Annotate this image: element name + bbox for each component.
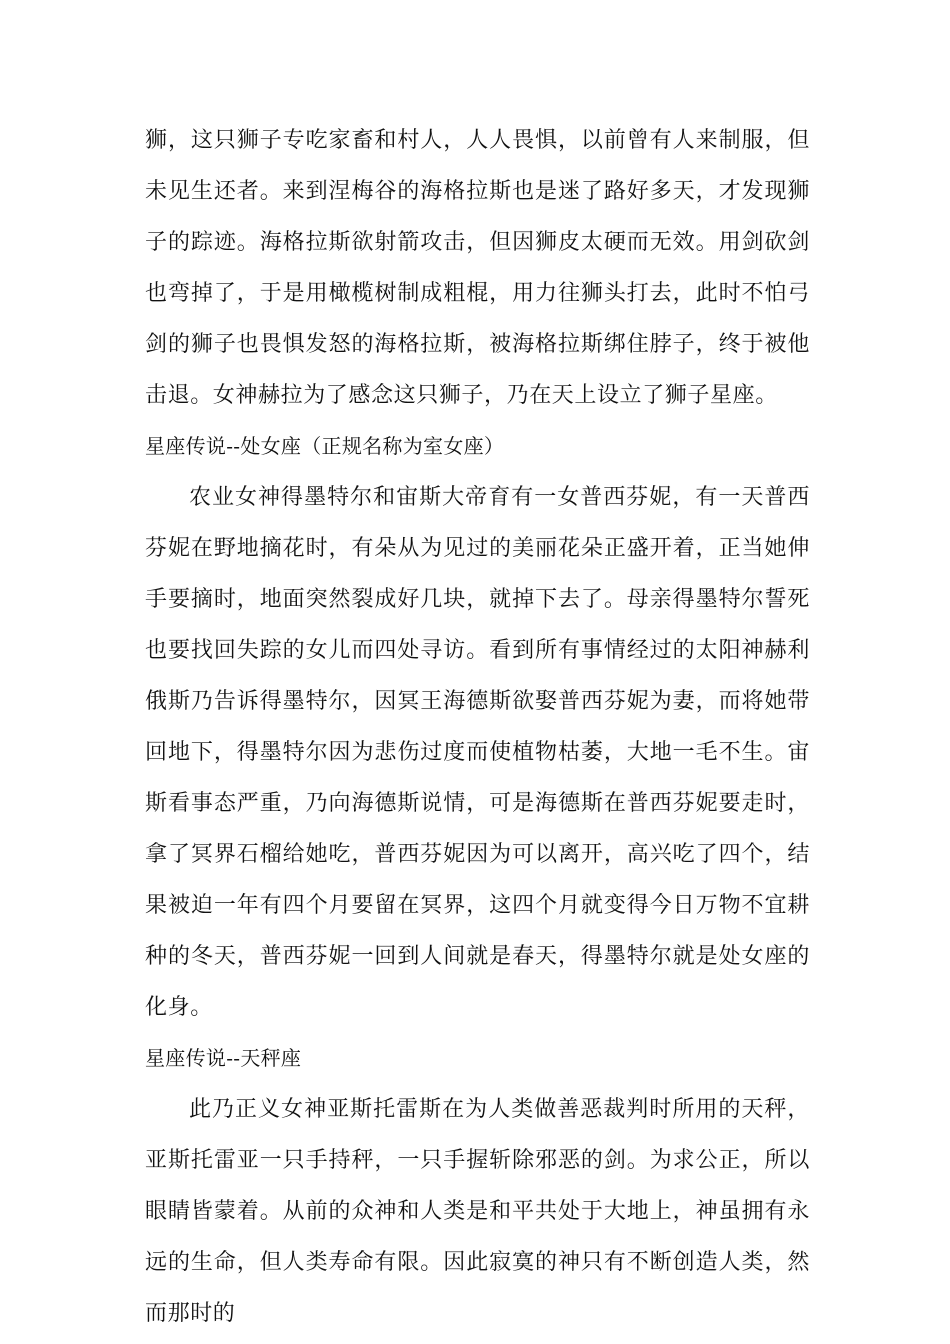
section-heading-virgo: 星座传说--处女座（正规名称为室女座） bbox=[145, 434, 505, 458]
section-heading-libra: 星座传说--天秤座 bbox=[145, 1046, 302, 1070]
body-paragraph-virgo: 农业女神得墨特尔和宙斯大帝育有一女普西芬妮，有一天普西芬妮在野地摘花时，有朵从为见过的美丽花朵正盛开着，正当她伸手要摘时，地面突然裂成好几块，就掉下去了。母亲得墨特尔誓死也要找回失踪的女儿而四处寻访。看到所有事情经过的太阳神赫利俄斯乃告诉得墨特尔，因冥王海德斯欲娶普西芬妮为妻，而将她带回地下，得墨特尔因为悲伤过度而使植物枯萎，大地一毛不生。宙斯看事态严重，乃向海德斯说情，可是海德斯在普西芬妮要走时，拿了冥界石榴给她吃，普西芬妮因为可以离开，高兴吃了四个，结果被迫一年有四个月要留在冥界，这四个月就变得今日万物不宜耕种的冬天，普西芬妮一回到人间就是春天，得墨特尔就是处女座的化身。 bbox=[145, 485, 810, 1020]
body-paragraph-libra: 此乃正义女神亚斯托雷斯在为人类做善恶裁判时所用的天秤，亚斯托雷亚一只手持秤，一只手握斩除邪恶的剑。为求公正，所以眼睛皆蒙着。从前的众神和人类是和平共处于大地上，神虽拥有永远的生命，但人类寿命有限。因此寂寞的神只有不断创造人类，然而那时的 bbox=[145, 1097, 810, 1326]
document-body bbox=[145, 115, 810, 1339]
body-paragraph-leo-ending: 狮，这只狮子专吃家畜和村人，人人畏惧，以前曾有人来制服，但未见生还者。来到涅梅谷的海格拉斯也是迷了路好多天，才发现狮子的踪迹。海格拉斯欲射箭攻击，但因狮皮太硬而无效。用剑砍剑也弯掉了，于是用橄榄树制成粗棍，用力往狮头打去，此时不怕弓剑的狮子也畏惧发怒的海格拉斯，被海格拉斯绑住脖子，终于被他击退。女神赫拉为了感念这只狮子，乃在天上设立了狮子星座。 bbox=[145, 128, 810, 408]
